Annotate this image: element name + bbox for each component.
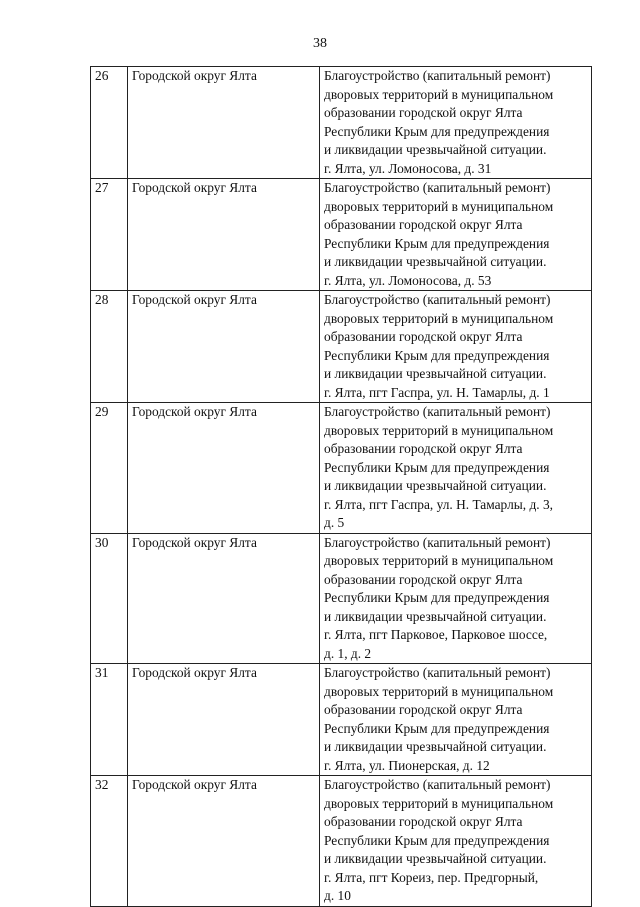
table-row (91, 291, 592, 403)
description-line: и ликвидации чрезвычайной ситуации. (324, 254, 547, 269)
description-line: дворовых территорий в муниципальном (324, 683, 554, 699)
description-line: образовании городской округ Ялта (324, 814, 523, 829)
description-line: Благоустройство (капитальный ремонт) (324, 777, 551, 792)
description-line: Благоустройство (капитальный ремонт) (324, 665, 551, 680)
description-line: образовании городской округ Ялта (324, 441, 523, 456)
description-line: Республики Крым для предупреждения (324, 235, 550, 251)
description-line: Благоустройство (капитальный ремонт) (324, 180, 551, 195)
description-line: д. 10 (324, 888, 351, 903)
description-line: дворовых территорий в муниципальном (324, 422, 554, 438)
description-line: образовании городской округ Ялта (324, 105, 523, 120)
row-number: 30 (91, 533, 128, 664)
description-line: и ликвидации чрезвычайной ситуации. (324, 851, 547, 866)
object-description (320, 403, 592, 534)
description-line: и ликвидации чрезвычайной ситуации. (324, 608, 547, 624)
description-line: Республики Крым для предупреждения (324, 832, 550, 848)
description-line: Республики Крым для предупреждения (324, 590, 550, 605)
description-line: образовании городской округ Ялта (324, 217, 523, 232)
description-line: г. Ялта, ул. Пионерская, д. 12 (324, 757, 490, 773)
description-line: г. Ялта, ул. Ломоносова, д. 31 (324, 160, 492, 176)
objects-table (90, 66, 592, 907)
description-line: образовании городской округ Ялта (324, 329, 523, 344)
table-row (91, 776, 592, 907)
table-row (91, 403, 592, 534)
municipality-name: Городской округ Ялта (128, 533, 320, 664)
row-number: 26 (91, 67, 128, 179)
description-line: образовании городской округ Ялта (324, 702, 523, 717)
description-line: дворовых территорий в муниципальном (324, 553, 554, 568)
row-number: 28 (91, 291, 128, 403)
table-row (91, 179, 592, 291)
object-description (320, 291, 592, 403)
description-line: д. 5 (324, 515, 345, 530)
description-line: и ликвидации чрезвычайной ситуации. (324, 478, 547, 493)
description-line: Благоустройство (капитальный ремонт) (324, 404, 551, 419)
description-line: Республики Крым для предупреждения (324, 720, 550, 736)
municipality-name: Городской округ Ялта (128, 403, 320, 534)
description-line: г. Ялта, пгт Гаспра, ул. Н. Тамарлы, д. 3, (324, 496, 554, 512)
description-line: дворовых территорий в муниципальном (324, 795, 554, 811)
object-description (320, 533, 592, 664)
description-line: дворовых территорий в муниципальном (324, 198, 554, 214)
object-description (320, 664, 592, 776)
description-line: Республики Крым для предупреждения (324, 347, 550, 363)
object-description (320, 67, 592, 179)
description-line: Благоустройство (капитальный ремонт) (324, 68, 551, 83)
row-number: 31 (91, 664, 128, 776)
description-line: образовании городской округ Ялта (324, 571, 523, 587)
description-line: г. Ялта, пгт Гаспра, ул. Н. Тамарлы, д. 1 (324, 384, 550, 400)
description-line: и ликвидации чрезвычайной ситуации. (324, 739, 547, 754)
row-number: 32 (91, 776, 128, 907)
municipality-name: Городской округ Ялта (128, 291, 320, 403)
row-number: 29 (91, 403, 128, 534)
municipality-name: Городской округ Ялта (128, 776, 320, 907)
table-body (91, 67, 592, 907)
table-row (91, 67, 592, 179)
description-line: д. 1, д. 2 (324, 645, 372, 661)
description-line: Благоустройство (капитальный ремонт) (324, 534, 551, 550)
description-line: Республики Крым для предупреждения (324, 459, 550, 475)
description-line: г. Ялта, ул. Ломоносова, д. 53 (324, 272, 492, 288)
description-line: дворовых территорий в муниципальном (324, 310, 554, 326)
page-number: 38 (313, 36, 327, 51)
description-line: и ликвидации чрезвычайной ситуации. (324, 366, 547, 381)
municipality-name: Городской округ Ялта (128, 67, 320, 179)
object-description (320, 179, 592, 291)
description-line: Республики Крым для предупреждения (324, 123, 550, 139)
description-line: г. Ялта, пгт Парковое, Парковое шоссе, (324, 627, 548, 642)
table-row (91, 664, 592, 776)
municipality-name: Городской округ Ялта (128, 179, 320, 291)
description-line: дворовых территорий в муниципальном (324, 86, 554, 102)
object-description (320, 776, 592, 907)
description-line: и ликвидации чрезвычайной ситуации. (324, 142, 547, 157)
row-number: 27 (91, 179, 128, 291)
municipality-name: Городской округ Ялта (128, 664, 320, 776)
table-row (91, 533, 592, 664)
description-line: Благоустройство (капитальный ремонт) (324, 292, 551, 307)
description-line: г. Ялта, пгт Кореиз, пер. Предгорный, (324, 869, 539, 885)
